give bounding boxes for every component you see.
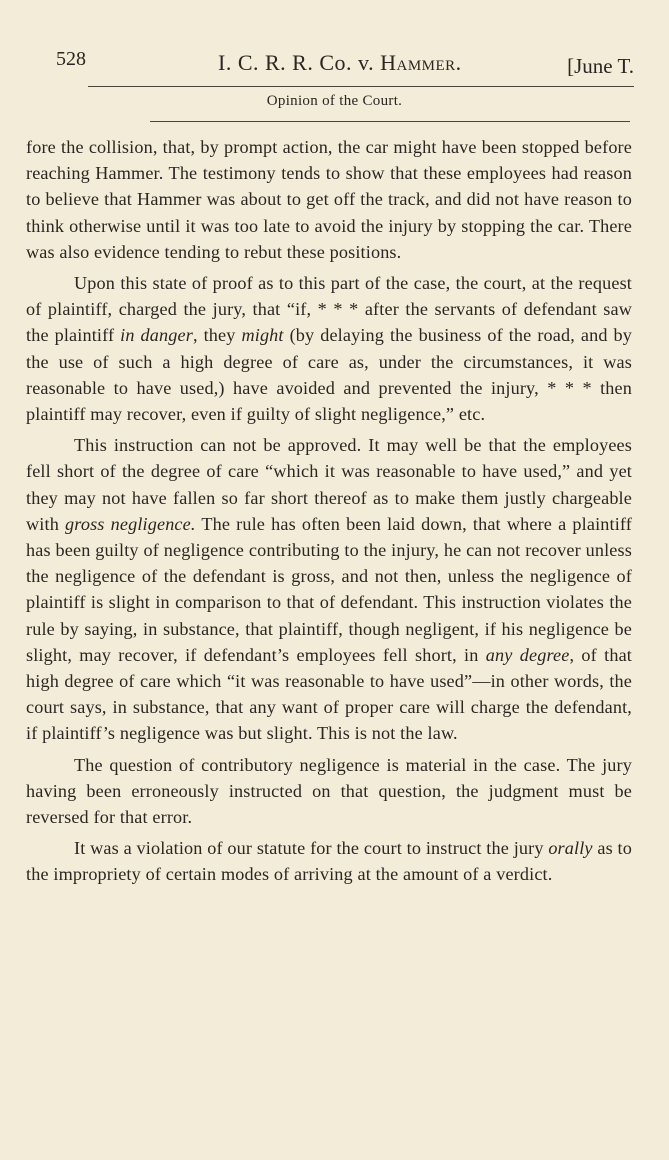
subtitle-rule xyxy=(150,121,630,122)
paragraph-2-text-a: Upon this state of proof as to this part of the case, the court, at the request of plaintiff, charged the jury, that “if, * * * after the servants of defendant saw the plaintiff xyxy=(26,273,632,346)
paragraph-3-text-c: , of that high degree of care which “it was reasonable to have used”—in other words, the court says, in substance, that any want of proper care will charge the defendant, if plaintiff’s negligence was but slight. This is not the law. xyxy=(26,644,632,744)
paragraph-5 xyxy=(26,835,632,887)
opinion-body xyxy=(26,134,632,893)
paragraph-2-text-b: , they xyxy=(192,325,242,346)
paragraph-5-text-a: It was a violation of our statute for the court to instruct the jury xyxy=(74,838,549,859)
page-number: 528 xyxy=(56,48,86,70)
page-header xyxy=(56,48,636,82)
paragraph-5-emphasis-a: orally xyxy=(548,838,593,859)
header-rule xyxy=(88,86,634,87)
paragraph-2-text-c: (by delaying the business of the road, and by the use of such a high degree of care as, under the circumstances, it was reasonable to have used,) have avoided and prevented the injury, * * * then plaintiff may recover, even if guilty of slight negligence,” etc. xyxy=(26,325,633,425)
paragraph-3 xyxy=(26,432,632,746)
term-label: [June T. xyxy=(567,54,634,78)
paragraph-3-emphasis-b: any degree xyxy=(485,644,570,665)
paragraph-3-text-a: This instruction can not be approved. It may well be that the employees fell short of the degree of care “which it was reasonable to have used,” and yet they may not have fallen so far short thereof as to make them justly chargeable with xyxy=(26,435,632,534)
paragraph-5-text-b: as to the impropriety of certain modes of arriving at the amount of a verdict. xyxy=(26,838,633,885)
paragraph-1: fore the collision, that, by prompt action, the car might have been stopped before reaching Hammer. The testimony tends to show that these employees had reason to believe that Hammer was about to get off the track, and did not have reason to think otherwise until it was too late to avoid the injury by stopping the car. There was also evidence tending to rebut these positions. xyxy=(26,137,632,262)
paragraph-4: The question of contributory negligence is material in the case. The jury having been erroneously instructed on that question, the judgment must be reversed for that error. xyxy=(26,754,632,828)
case-title-name: Hammer. xyxy=(380,50,462,75)
section-subtitle: Opinion of the Court. xyxy=(266,93,403,109)
paragraph-2-emphasis-a: in danger xyxy=(120,325,193,346)
paragraph-3-emphasis-a: gross negligence. xyxy=(65,513,196,534)
case-title-prefix: I. C. R. R. Co. v. xyxy=(218,50,381,75)
paragraph-2 xyxy=(26,270,632,427)
paragraph-3-text-b: The rule has often been laid down, that where a plaintiff has been guilty of negligence contributing to the injury, he can not recover unless the negligence of the defendant is gross, and not then, unless the negligence of plaintiff is slight in comparison to that of defendant. This instruction violates the rule by saying, in substance, that plaintiff, though negligent, if his negligence be slight, may recover, if defendant’s employees fell short, in xyxy=(26,513,633,665)
running-title xyxy=(218,50,462,76)
paragraph-2-emphasis-b: might xyxy=(241,325,284,346)
